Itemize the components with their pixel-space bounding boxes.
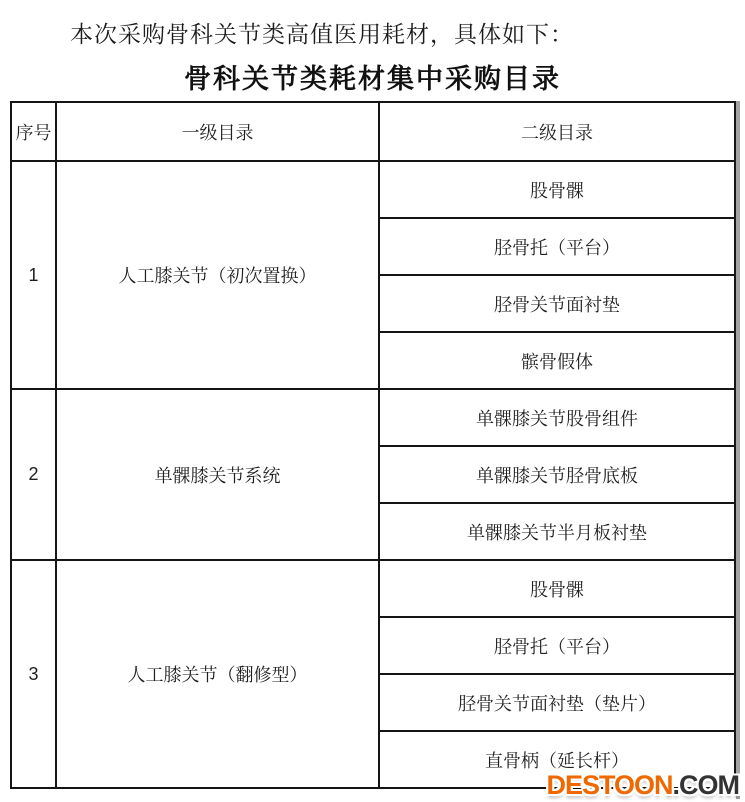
header-cell-level2: 二级目录 (379, 102, 735, 161)
section1-item: 髌骨假体 (379, 332, 735, 389)
scan-edge-strip (736, 101, 740, 799)
section1-level1: 人工膝关节（初次置换） (56, 161, 379, 389)
header-cell-level1: 一级目录 (56, 102, 379, 161)
section2-item: 单髁膝关节半月板衬垫 (379, 503, 735, 560)
header-cell-no: 序号 (11, 102, 56, 161)
section3-item: 胫骨托（平台） (379, 617, 735, 674)
section1-item: 胫骨关节面衬垫 (379, 275, 735, 332)
section3-item: 胫骨关节面衬垫（垫片） (379, 674, 735, 731)
watermark (546, 770, 739, 801)
intro-paragraph: 本次采购骨科关节类高值医用耗材，具体如下： (70, 22, 574, 47)
procurement-catalog-table (10, 101, 736, 789)
section1-item: 股骨髁 (379, 161, 735, 218)
section2-no: 2 (11, 389, 56, 560)
table-row (11, 389, 735, 446)
section3-item: 直骨柄（延长杆） (379, 731, 735, 788)
section2-item: 单髁膝关节股骨组件 (379, 389, 735, 446)
watermark-brand: DESTOON (546, 770, 673, 800)
section1-no: 1 (11, 161, 56, 389)
page-title: 骨科关节类耗材集中采购目录 (184, 64, 561, 94)
section2-item: 单髁膝关节胫骨底板 (379, 446, 735, 503)
section2-level1: 单髁膝关节系统 (56, 389, 379, 560)
section3-no: 3 (11, 560, 56, 788)
watermark-suffix: .COM (672, 770, 739, 800)
section1-item: 胫骨托（平台） (379, 218, 735, 275)
table-row (11, 560, 735, 617)
section3-level1: 人工膝关节（翻修型） (56, 560, 379, 788)
table-row (11, 161, 735, 218)
table-header-row (11, 102, 735, 161)
section3-item: 股骨髁 (379, 560, 735, 617)
